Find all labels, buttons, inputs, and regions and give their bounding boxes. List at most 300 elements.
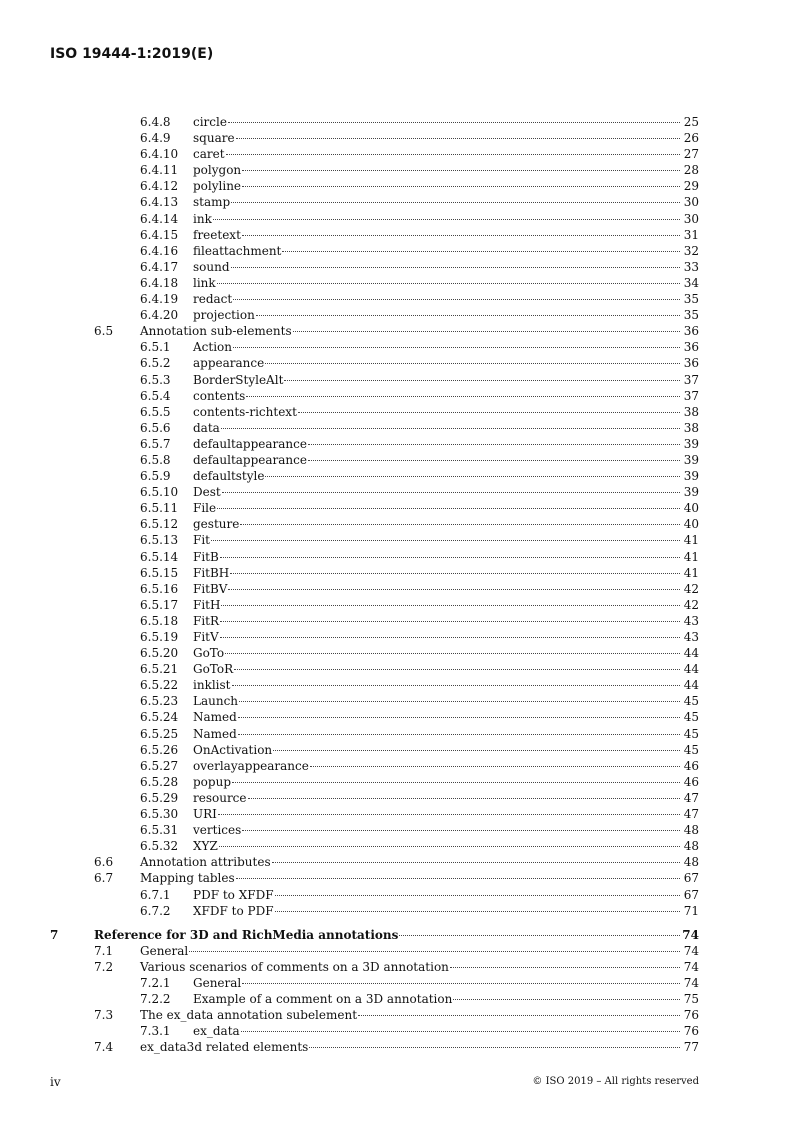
toc-entry-number: 6.6 <box>94 855 114 870</box>
dot-leader <box>308 444 680 445</box>
toc-entry-page: 41 <box>683 549 699 564</box>
toc-entry-page: 38 <box>683 404 699 419</box>
toc-entry-line <box>193 975 699 991</box>
toc-entry-page: 40 <box>683 517 699 532</box>
dot-leader <box>218 814 680 815</box>
toc-entry-title: polygon <box>193 163 242 178</box>
toc-entry-number: 6.5.20 <box>140 646 179 661</box>
toc-entry[interactable] <box>0 516 793 532</box>
toc-entry[interactable] <box>0 975 793 991</box>
toc-entry-line <box>193 484 699 500</box>
toc-entry-page: 48 <box>683 823 699 838</box>
dot-leader <box>213 219 680 220</box>
toc-entry-page: 32 <box>683 243 699 258</box>
toc-entry-title: Launch <box>193 694 239 709</box>
toc-entry-page: 67 <box>683 887 699 902</box>
toc-entry-title: FitBH <box>193 565 230 580</box>
toc-entry-number: 6.7 <box>94 871 114 886</box>
toc-entry-number: 6.5.5 <box>140 404 171 419</box>
toc-entry-line <box>193 597 699 613</box>
toc-entry[interactable] <box>0 323 793 339</box>
toc-entry-number: 6.5.21 <box>140 662 179 677</box>
toc-entry[interactable] <box>0 726 793 742</box>
toc-entry[interactable] <box>0 130 793 146</box>
toc-entry-page: 34 <box>683 275 699 290</box>
dot-leader <box>221 428 680 429</box>
toc-entry[interactable] <box>0 484 793 500</box>
toc-entry-page: 39 <box>683 469 699 484</box>
dot-leader <box>284 380 680 381</box>
toc-entry-title: Annotation sub-elements <box>140 324 292 339</box>
dot-leader <box>220 637 680 638</box>
toc-entry-line <box>193 838 699 854</box>
toc-entry-line <box>193 436 699 452</box>
toc-entry[interactable] <box>0 178 793 194</box>
toc-entry-title: contents-richtext <box>193 404 297 419</box>
toc-entry-number: 6.4.17 <box>140 259 179 274</box>
toc-entry-page: 27 <box>683 147 699 162</box>
toc-entry-title: OnActivation <box>193 742 273 757</box>
toc-entry-line <box>140 1039 699 1055</box>
toc-entry-title: freetext <box>193 227 241 242</box>
dot-leader <box>217 508 680 509</box>
dot-leader <box>233 347 680 348</box>
dot-leader <box>275 911 680 912</box>
toc-entry-title: Named <box>193 726 237 741</box>
dot-leader <box>222 492 680 493</box>
toc-entry-number: 6.5.22 <box>140 678 179 693</box>
toc-entry-line <box>193 677 699 693</box>
toc-entry-page: 74 <box>683 975 699 990</box>
toc-entry[interactable] <box>0 211 793 227</box>
toc-entry-title: Annotation attributes <box>140 855 271 870</box>
toc-entry[interactable] <box>0 372 793 388</box>
toc-entry-number: 7 <box>50 927 59 942</box>
toc-entry[interactable] <box>0 629 793 645</box>
toc-entry[interactable] <box>0 790 793 806</box>
toc-entry-line <box>193 758 699 774</box>
toc-entry-number: 6.5.26 <box>140 742 179 757</box>
toc-entry-title: URI <box>193 807 217 822</box>
toc-entry[interactable] <box>0 194 793 210</box>
toc-entry-page: 36 <box>683 340 699 355</box>
toc-entry-line <box>193 500 699 516</box>
toc-entry-title: Example of a comment on a 3D annotation <box>193 992 453 1007</box>
toc-entry[interactable] <box>0 275 793 291</box>
dot-leader <box>453 999 680 1000</box>
toc-entry-page: 41 <box>683 533 699 548</box>
dot-leader <box>399 935 680 936</box>
toc-entry-page: 47 <box>683 790 699 805</box>
toc-entry-number: 6.5.28 <box>140 774 179 789</box>
toc-entry[interactable] <box>0 887 793 903</box>
toc-entry[interactable] <box>0 854 793 870</box>
toc-entry[interactable] <box>0 114 793 130</box>
dot-leader <box>265 476 680 477</box>
toc-entry[interactable] <box>0 1023 793 1039</box>
toc-entry-page: 31 <box>683 227 699 242</box>
toc-entry-page: 75 <box>683 992 699 1007</box>
toc-entry-title: redact <box>193 292 233 307</box>
toc-entry-line <box>193 790 699 806</box>
toc-entry[interactable] <box>0 822 793 838</box>
toc-entry-line <box>193 806 699 822</box>
toc-entry[interactable] <box>0 742 793 758</box>
toc-entry-number: 6.5.18 <box>140 613 179 628</box>
copyright-notice: © ISO 2019 – All rights reserved <box>532 1076 699 1087</box>
toc-entry-number: 6.5.1 <box>140 340 171 355</box>
toc-entry[interactable] <box>0 870 793 886</box>
toc-entry-page: 42 <box>683 581 699 596</box>
toc-entry[interactable] <box>0 452 793 468</box>
toc-entry-line <box>193 146 699 162</box>
dot-leader <box>309 1047 680 1048</box>
toc-entry-number: 6.4.8 <box>140 115 171 129</box>
document-header-id: ISO 19444-1:2019(E) <box>50 46 214 62</box>
toc-entry-number: 6.5.12 <box>140 517 179 532</box>
toc-entry[interactable] <box>0 339 793 355</box>
toc-entry-title: defaultappearance <box>193 436 307 451</box>
toc-entry-title: BorderStyleAlt <box>193 372 284 387</box>
toc-entry[interactable] <box>0 420 793 436</box>
toc-entry-line <box>193 227 699 243</box>
toc-entry-number: 7.2 <box>94 959 114 974</box>
dot-leader <box>236 138 680 139</box>
dot-leader <box>217 283 680 284</box>
toc-entry[interactable] <box>0 404 793 420</box>
toc-entry-line <box>193 291 699 307</box>
toc-entry-number: 6.7.2 <box>140 903 171 918</box>
toc-entry-title: stamp <box>193 195 231 210</box>
toc-entry[interactable] <box>0 146 793 162</box>
dot-leader <box>241 1031 680 1032</box>
toc-entry-page: 45 <box>683 710 699 725</box>
toc-entry-page: 39 <box>683 485 699 500</box>
toc-entry-line <box>193 645 699 661</box>
dot-leader <box>189 951 680 952</box>
toc-entry[interactable] <box>0 693 793 709</box>
toc-entry-line <box>193 243 699 259</box>
dot-leader <box>231 202 680 203</box>
toc-entry-title: resource <box>193 790 247 805</box>
toc-entry-number: 6.4.11 <box>140 163 179 178</box>
toc-entry-title: Action <box>193 340 232 355</box>
toc-entry-page: 74 <box>683 959 699 974</box>
toc-entry-title: FitH <box>193 597 221 612</box>
toc-entry-line <box>193 774 699 790</box>
toc-entry-line <box>193 693 699 709</box>
toc-entry-page: 28 <box>683 163 699 178</box>
toc-entry[interactable] <box>0 709 793 725</box>
dot-leader <box>238 717 680 718</box>
toc-entry-number: 6.4.14 <box>140 211 179 226</box>
toc-entry-number: 6.5.17 <box>140 597 179 612</box>
toc-entry-line <box>193 549 699 565</box>
toc-entry-line <box>94 927 699 943</box>
dot-leader <box>239 701 680 702</box>
toc-entry-page: 38 <box>683 420 699 435</box>
toc-entry-title: fileattachment <box>193 243 282 258</box>
toc-entry-line <box>193 661 699 677</box>
toc-entry[interactable] <box>0 355 793 371</box>
dot-leader <box>450 967 680 968</box>
toc-entry-title: GoToR <box>193 662 234 677</box>
toc-entry-number: 6.5.7 <box>140 436 171 451</box>
toc-entry-number: 6.5.9 <box>140 469 171 484</box>
toc-entry-number: 6.5.16 <box>140 581 179 596</box>
toc-entry[interactable] <box>0 468 793 484</box>
dot-leader <box>298 412 680 413</box>
dot-leader <box>242 170 680 171</box>
toc-entry-title: link <box>193 275 216 290</box>
toc-entry[interactable] <box>0 500 793 516</box>
dot-leader <box>232 782 680 783</box>
toc-entry-number: 6.4.20 <box>140 308 179 323</box>
dot-leader <box>231 267 680 268</box>
dot-leader <box>256 315 680 316</box>
toc-entry[interactable] <box>0 243 793 259</box>
toc-entry-line <box>193 162 699 178</box>
toc-entry-page: 39 <box>683 436 699 451</box>
toc-entry-page: 40 <box>683 501 699 516</box>
toc-entry-line <box>193 887 699 903</box>
toc-entry-number: 6.5.24 <box>140 710 179 725</box>
toc-entry-page: 36 <box>683 356 699 371</box>
toc-entry-line <box>193 211 699 227</box>
toc-entry-page: 45 <box>683 726 699 741</box>
toc-entry-page: 41 <box>683 565 699 580</box>
toc-entry[interactable] <box>0 549 793 565</box>
toc-entry-number: 6.4.16 <box>140 243 179 258</box>
toc-entry-number: 6.7.1 <box>140 887 171 902</box>
toc-entry-line <box>193 404 699 420</box>
toc-entry-number: 7.2.1 <box>140 975 171 990</box>
toc-entry-line <box>193 339 699 355</box>
toc-entry-title: appearance <box>193 356 265 371</box>
toc-entry[interactable] <box>0 774 793 790</box>
toc-entry-line <box>193 822 699 838</box>
toc-entry-page: 36 <box>683 324 699 339</box>
toc-entry-title: sound <box>193 259 230 274</box>
toc-entry[interactable] <box>0 259 793 275</box>
toc-entry[interactable] <box>0 838 793 854</box>
toc-entry[interactable] <box>0 613 793 629</box>
toc-entry-title: Reference for 3D and RichMedia annotations <box>94 927 399 942</box>
toc-entry-number: 6.4.10 <box>140 147 179 162</box>
toc-entry-number: 6.5.8 <box>140 452 171 467</box>
toc-entry-line <box>193 355 699 371</box>
dot-leader <box>220 621 680 622</box>
dot-leader <box>273 750 680 751</box>
toc-entry-line <box>193 420 699 436</box>
toc-entry-page: 42 <box>683 597 699 612</box>
toc-entry-page: 46 <box>683 774 699 789</box>
toc-entry[interactable] <box>0 388 793 404</box>
toc-entry-title: FitR <box>193 613 220 628</box>
dot-leader <box>246 396 680 397</box>
toc-entry-title: ink <box>193 211 212 226</box>
toc-entry-page: 44 <box>683 662 699 677</box>
toc-entry-page: 26 <box>683 131 699 146</box>
toc-entry-page: 30 <box>683 195 699 210</box>
toc-entry-line <box>193 388 699 404</box>
toc-entry-number: 7.4 <box>94 1040 114 1055</box>
toc-entry-title: overlayappearance <box>193 758 309 773</box>
toc-entry-page: 33 <box>683 259 699 274</box>
toc-entry[interactable] <box>0 927 793 943</box>
toc-entry-title: Named <box>193 710 237 725</box>
dot-leader <box>242 983 680 984</box>
toc-entry-line <box>193 275 699 291</box>
toc-entry-title: circle <box>193 115 227 129</box>
toc-entry-title: XFDF to PDF <box>193 903 274 918</box>
dot-leader <box>220 557 680 558</box>
toc-entry[interactable] <box>0 436 793 452</box>
toc-entry-number: 7.3 <box>94 1008 114 1023</box>
toc-entry-title: File <box>193 501 217 516</box>
toc-entry-page: 67 <box>683 871 699 886</box>
toc-entry-title: The ex_data annotation subelement <box>140 1008 358 1023</box>
toc-entry-title: Mapping tables <box>140 871 235 886</box>
toc-entry-number: 6.5.15 <box>140 565 179 580</box>
dot-leader <box>275 895 680 896</box>
toc-entry-number: 6.5.13 <box>140 533 179 548</box>
toc-entry-title: General <box>140 943 189 958</box>
toc-entry[interactable] <box>0 291 793 307</box>
toc-entry-title: FitBV <box>193 581 228 596</box>
toc-entry-line <box>193 532 699 548</box>
toc-entry[interactable] <box>0 661 793 677</box>
toc-entry-line <box>140 870 699 886</box>
toc-entry-page: 47 <box>683 807 699 822</box>
toc-entry-line <box>193 903 699 919</box>
toc-entry[interactable] <box>0 903 793 919</box>
dot-leader <box>265 363 680 364</box>
toc-entry-title: FitB <box>193 549 219 564</box>
toc-entry-line <box>193 629 699 645</box>
dot-leader <box>240 524 680 525</box>
toc-entry-number: 6.5 <box>94 324 114 339</box>
dot-leader <box>230 573 680 574</box>
toc-entry-number: 6.5.31 <box>140 823 179 838</box>
toc-entry[interactable] <box>0 597 793 613</box>
toc-entry-title: defaultstyle <box>193 469 265 484</box>
toc-entry-title: GoTo <box>193 646 225 661</box>
dot-leader <box>219 846 680 847</box>
toc-entry-number: 6.5.25 <box>140 726 179 741</box>
toc-entry-title: Dest <box>193 485 221 500</box>
toc-entry[interactable] <box>0 1039 793 1055</box>
toc-entry-number: 6.5.10 <box>140 485 179 500</box>
toc-entry-title: ex_data <box>193 1024 240 1039</box>
dot-leader <box>233 299 680 300</box>
toc-entry-page: 45 <box>683 742 699 757</box>
toc-entry-page: 39 <box>683 452 699 467</box>
toc-entry[interactable] <box>0 532 793 548</box>
toc-entry-number: 7.3.1 <box>140 1024 171 1039</box>
dot-leader <box>211 540 680 541</box>
dot-leader <box>238 734 680 735</box>
toc-entry-page: 44 <box>683 678 699 693</box>
toc-entry-number: 6.5.23 <box>140 694 179 709</box>
toc-entry-page: 35 <box>683 292 699 307</box>
toc-entry-number: 6.4.15 <box>140 227 179 242</box>
toc-entry-line <box>193 307 699 323</box>
toc-entry-number: 6.5.29 <box>140 790 179 805</box>
dot-leader <box>236 878 680 879</box>
toc-entry-page: 46 <box>683 758 699 773</box>
toc-entry-line <box>193 468 699 484</box>
toc-entry-number: 6.5.6 <box>140 420 171 435</box>
dot-leader <box>293 331 680 332</box>
toc-entry-title: projection <box>193 308 255 323</box>
toc-entry-page: 29 <box>683 179 699 194</box>
toc-entry-page: 25 <box>683 115 699 129</box>
toc-entry[interactable] <box>0 565 793 581</box>
toc-entry[interactable] <box>0 581 793 597</box>
page-number: iv <box>50 1075 61 1089</box>
dot-leader <box>228 589 680 590</box>
dot-leader <box>221 605 680 606</box>
toc-entry-title: Various scenarios of comments on a 3D annotation <box>140 959 449 974</box>
toc-entry-title: ex_data3d related elements <box>140 1040 309 1055</box>
dot-leader <box>272 862 680 863</box>
toc-entry-line <box>193 372 699 388</box>
toc-entry-page: 76 <box>683 1008 699 1023</box>
dot-leader <box>225 653 680 654</box>
toc-entry-page: 74 <box>683 943 699 958</box>
toc-entry-number: 6.5.11 <box>140 501 179 516</box>
toc-entry-line <box>193 259 699 275</box>
toc-entry-page: 48 <box>683 855 699 870</box>
table-of-contents <box>0 114 793 1055</box>
toc-entry[interactable] <box>0 307 793 323</box>
toc-entry-page: 37 <box>683 372 699 387</box>
toc-entry-title: XYZ <box>193 839 218 854</box>
toc-entry[interactable] <box>0 227 793 243</box>
toc-entry-number: 6.5.19 <box>140 630 179 644</box>
toc-entry-page: 76 <box>683 1024 699 1039</box>
dot-leader <box>242 830 680 831</box>
toc-entry-line <box>140 1007 699 1023</box>
toc-entry[interactable] <box>0 806 793 822</box>
toc-entry-line <box>193 991 699 1007</box>
toc-entry-page: 30 <box>683 211 699 226</box>
toc-entry-number: 6.5.27 <box>140 758 179 773</box>
toc-entry[interactable] <box>0 991 793 1007</box>
toc-entry-page: 45 <box>683 694 699 709</box>
toc-entry-page: 48 <box>683 839 699 854</box>
toc-entry-line <box>193 726 699 742</box>
toc-entry[interactable] <box>0 1007 793 1023</box>
toc-entry[interactable] <box>0 959 793 975</box>
toc-entry-title: gesture <box>193 517 240 532</box>
toc-entry[interactable] <box>0 677 793 693</box>
toc-entry[interactable] <box>0 943 793 959</box>
toc-entry[interactable] <box>0 162 793 178</box>
toc-entry[interactable] <box>0 758 793 774</box>
toc-entry-title: polyline <box>193 179 242 194</box>
toc-entry-page: 74 <box>682 927 699 942</box>
dot-leader <box>308 460 680 461</box>
toc-entry-line <box>140 323 699 339</box>
toc-entry-number: 6.4.12 <box>140 179 179 194</box>
toc-entry[interactable] <box>0 645 793 661</box>
toc-entry-page: 77 <box>683 1040 699 1055</box>
toc-entry-title: contents <box>193 388 246 403</box>
toc-entry-number: 7.1 <box>94 943 114 958</box>
toc-entry-line <box>193 709 699 725</box>
